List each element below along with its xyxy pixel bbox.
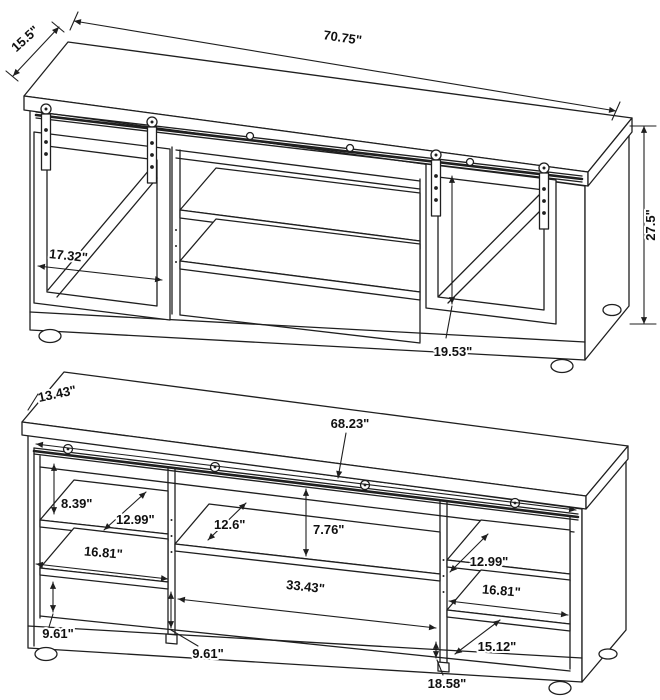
dim-top-depth-label: 13.43" [36, 382, 78, 405]
dim-right-lower-gap-label: 18.58" [427, 676, 467, 691]
hanger-bracket [147, 117, 157, 183]
dim-right-floor-depth-label: 15.12" [477, 639, 517, 654]
dim-height-label: 27.5" [643, 209, 658, 241]
foot [39, 330, 61, 343]
dim-depth-label: 15.5" [8, 22, 42, 55]
dim-middle-upper-gap-label: 7.76" [313, 522, 345, 537]
dim-left-lower-gap-label: 9.61" [42, 626, 74, 641]
dim-right-shelf-depth-label: 12.99" [469, 554, 509, 569]
dim-width-label: 70.75" [322, 27, 363, 48]
hanger-bracket [539, 163, 549, 229]
dim-left-bay-width-label: 16.81" [83, 543, 124, 562]
dim-left-upper-gap-label: 8.39" [61, 496, 93, 511]
dim-right-bay-width-label: 16.81" [481, 581, 522, 600]
dim-middle-bay-width-label: 33.43" [285, 576, 326, 597]
dim-left-shelf-depth-label: 12.99" [116, 512, 155, 527]
dim-middle-shelf-depth-label: 12.6" [214, 517, 246, 532]
dim-middle-lower-gap-label: 9.61" [192, 646, 224, 661]
dim-right-door-height-label: 19.53" [433, 344, 473, 359]
foot [599, 649, 617, 659]
front-view [6, 12, 658, 373]
dim-interior-width-label: 68.23" [330, 416, 370, 431]
foot [551, 360, 573, 373]
barn-door-right [426, 164, 556, 324]
hanger-bracket [41, 104, 51, 170]
foot [35, 648, 57, 661]
foot [603, 305, 621, 316]
foot [549, 682, 571, 695]
hanger-bracket [431, 150, 441, 216]
open-shelf-view [22, 372, 628, 695]
dim-left-door-width-label: 17.32" [48, 246, 89, 266]
